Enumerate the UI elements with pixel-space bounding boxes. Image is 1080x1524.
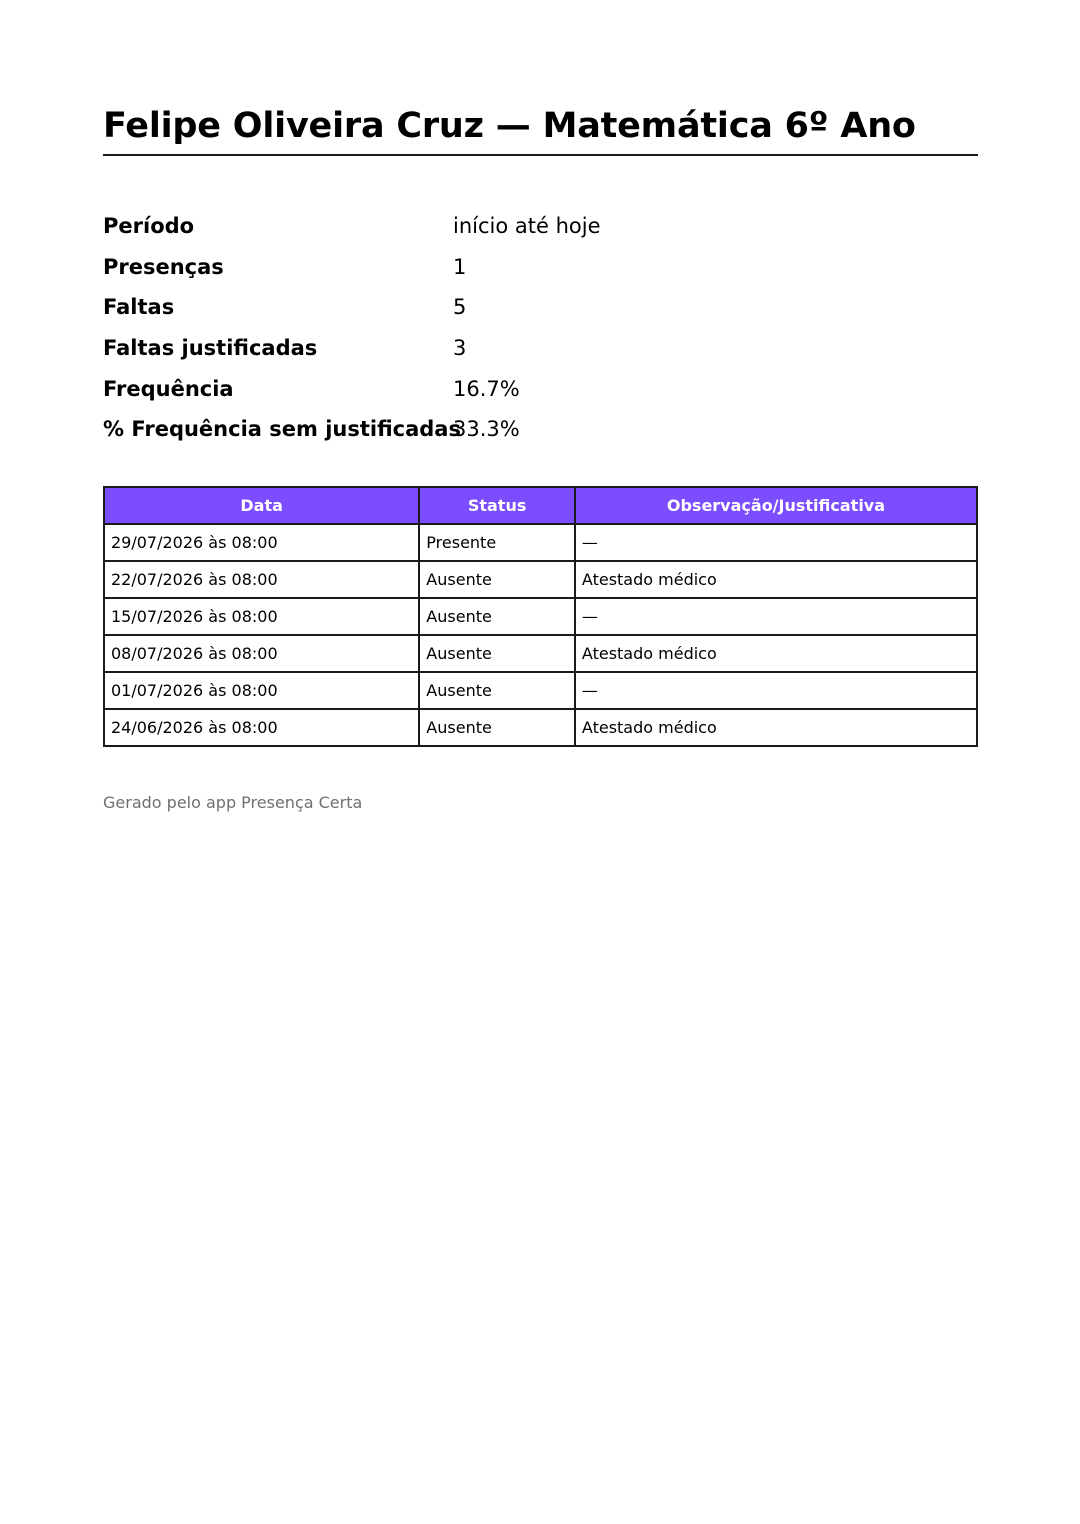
table-header-row xyxy=(104,487,977,524)
cell-note: — xyxy=(575,672,977,709)
cell-note: Atestado médico xyxy=(575,635,977,672)
cell-note: Atestado médico xyxy=(575,709,977,746)
cell-status: Ausente xyxy=(419,672,575,709)
column-header-note: Observação/Justificativa xyxy=(575,487,977,524)
column-header-status: Status xyxy=(419,487,575,524)
cell-status: Ausente xyxy=(419,598,575,635)
cell-note: — xyxy=(575,598,977,635)
summary-value: 1 xyxy=(453,254,467,279)
table-row xyxy=(104,672,977,709)
cell-status: Ausente xyxy=(419,561,575,598)
summary-value: 5 xyxy=(453,295,467,320)
summary-label: Frequência xyxy=(103,376,234,401)
column-header-date: Data xyxy=(104,487,419,524)
summary-row-period xyxy=(103,206,978,247)
cell-date: 01/07/2026 às 08:00 xyxy=(104,672,419,709)
table-row xyxy=(104,524,977,561)
table-row xyxy=(104,561,977,598)
summary-list xyxy=(103,206,978,450)
generated-by-footer: Gerado pelo app Presença Certa xyxy=(103,792,363,812)
summary-label: Presenças xyxy=(103,254,224,279)
summary-label: Faltas xyxy=(103,295,175,320)
summary-row-frequency-unjustified xyxy=(103,409,978,450)
summary-row-justified-absences xyxy=(103,328,978,369)
cell-date: 08/07/2026 às 08:00 xyxy=(104,635,419,672)
summary-label: Período xyxy=(103,214,195,239)
cell-note: Atestado médico xyxy=(575,561,977,598)
cell-note: — xyxy=(575,524,977,561)
cell-date: 22/07/2026 às 08:00 xyxy=(104,561,419,598)
summary-row-presences xyxy=(103,247,978,288)
table-row xyxy=(104,598,977,635)
cell-status: Ausente xyxy=(419,709,575,746)
cell-status: Ausente xyxy=(419,635,575,672)
attendance-table xyxy=(103,486,978,747)
cell-status: Presente xyxy=(419,524,575,561)
summary-value: 16.7% xyxy=(453,376,520,401)
cell-date: 24/06/2026 às 08:00 xyxy=(104,709,419,746)
cell-date: 29/07/2026 às 08:00 xyxy=(104,524,419,561)
summary-value: 33.3% xyxy=(453,417,520,442)
table-row xyxy=(104,709,977,746)
table-row xyxy=(104,635,977,672)
cell-date: 15/07/2026 às 08:00 xyxy=(104,598,419,635)
summary-label: % Frequência sem justificadas xyxy=(103,417,461,442)
summary-row-frequency xyxy=(103,368,978,409)
report-title: Felipe Oliveira Cruz — Matemática 6º Ano xyxy=(103,100,978,156)
summary-label: Faltas justificadas xyxy=(103,336,318,361)
summary-value: início até hoje xyxy=(453,214,601,239)
summary-row-absences xyxy=(103,287,978,328)
attendance-report xyxy=(103,100,978,812)
summary-value: 3 xyxy=(453,336,467,361)
